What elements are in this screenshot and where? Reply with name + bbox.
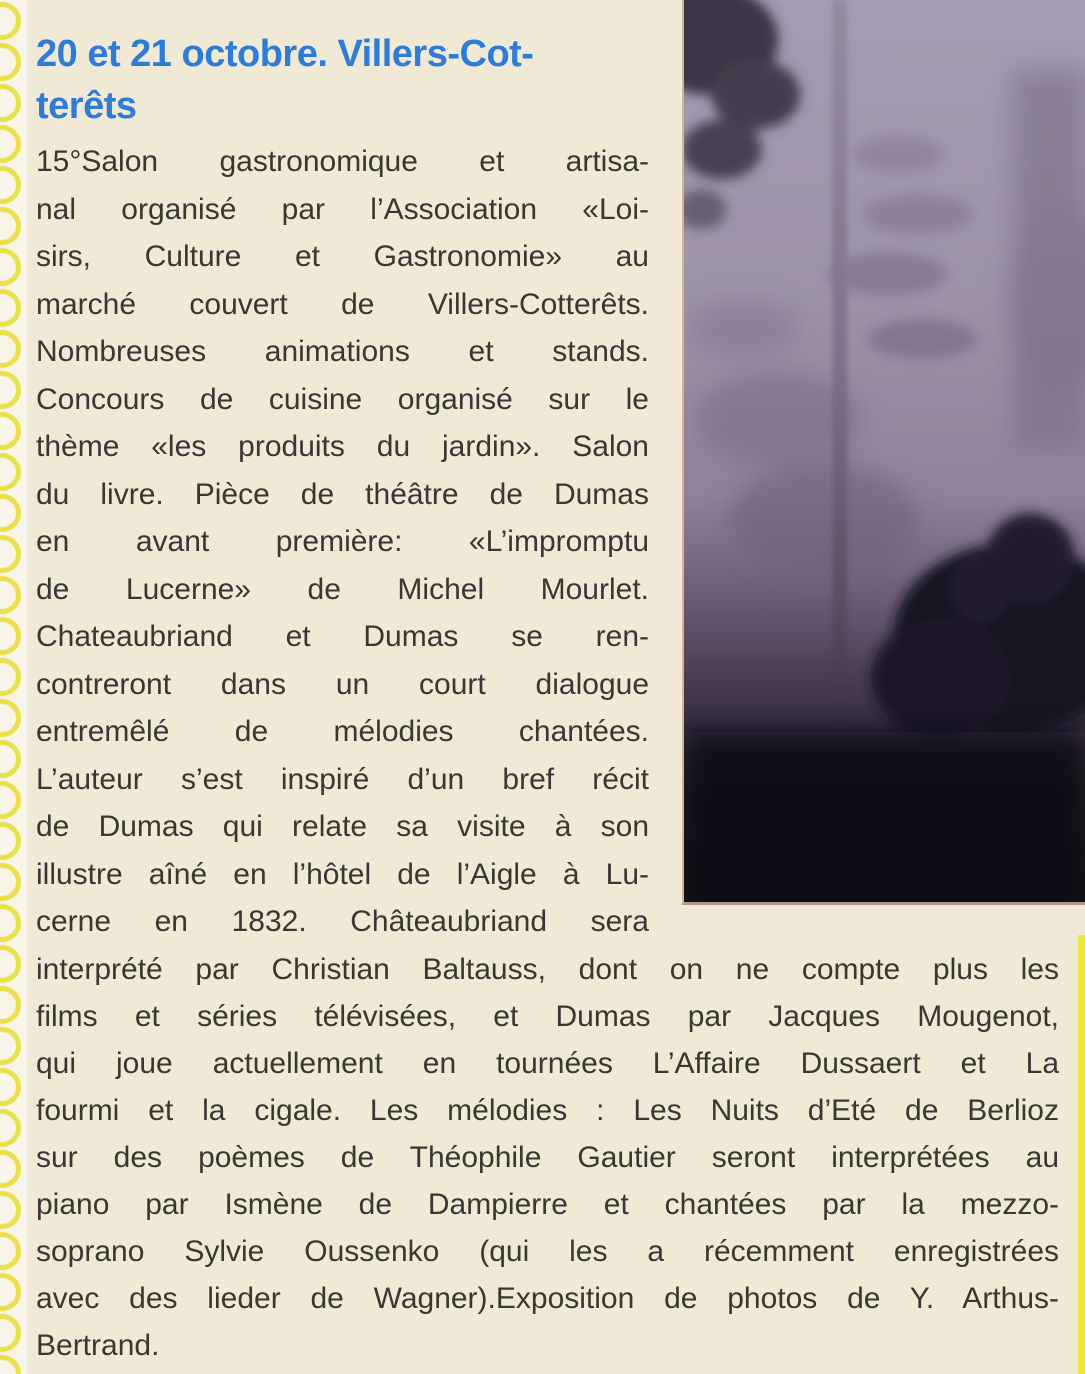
tree-trunk [832,0,847,797]
article-line: entremêlé de mélodies chantées. [36,715,649,748]
title-line: 20 et 21 octobre. Villers-Cot- [36,33,534,75]
article-line: Concours de cuisine organisé sur le [36,382,649,416]
article-line: nal organisé par l’Association «Loi- [36,192,649,226]
article-line: Nombreuses animations et stands. [36,335,649,368]
article-line: L’auteur s’est inspiré d’un bref récit [36,762,649,796]
article-line: soprano Sylvie Oussenko (qui les a récemment enregistrées [36,1235,1059,1268]
article-line: thème «les produits du jardin». Salon [36,430,649,463]
scalloped-ring-border [0,0,27,1374]
article-line: de Lucerne» de Michel Mourlet. [36,572,649,606]
forest-photo [682,0,1085,905]
article-line: cerne en 1832. Châteaubriand sera [36,905,649,938]
title-line: terêts [36,85,137,127]
article-body-full-width [36,946,1059,1369]
faint-right-tree [1007,70,1085,449]
article-line: de Dumas qui relate sa visite à son [36,810,649,843]
article-line: qui joue actuellement en tournées L’Affaire Dussaert et La [36,1047,1059,1080]
article-line: marché couvert de Villers-Cotterêts. [36,287,649,321]
article-line: 15°Salon gastronomique et artisa- [36,145,649,178]
article-line: fourmi et la cigale. Les mélodies : Les Nuits d’Eté de Berlioz [36,1094,1059,1127]
foreground-darkness [684,733,1085,902]
article-line: piano par Ismène de Dampierre et chantées par la mezzo- [36,1188,1059,1221]
article-line: films et séries télévisées, et Dumas par Jacques Mougenot, [36,1000,1059,1033]
article-title [36,28,666,132]
forest-photo-illustration [684,0,1085,902]
article-line: illustre aîné en l’hôtel de l’Aigle à Lu- [36,857,649,891]
article-line: contreront dans un court dialogue [36,667,649,701]
article-line: du livre. Pièce de théâtre de Dumas [36,477,649,511]
article-line: Bertrand. [36,1329,160,1362]
article-line: avec des lieder de Wagner).Exposition de photos de Y. Arthus- [36,1282,1059,1315]
article-body-column [36,138,649,946]
article-line: Chateaubriand et Dumas se ren- [36,620,649,653]
article-line: sur des poèmes de Théophile Gautier seront interprétées au [36,1141,1059,1174]
article-line: sirs, Culture et Gastronomie» au [36,240,649,273]
article-line: interprété par Christian Baltauss, dont on ne compte plus les [36,953,1059,986]
right-edge-accent-stripe [1078,935,1085,1374]
article-line: en avant première: «L’impromptu [36,525,649,558]
